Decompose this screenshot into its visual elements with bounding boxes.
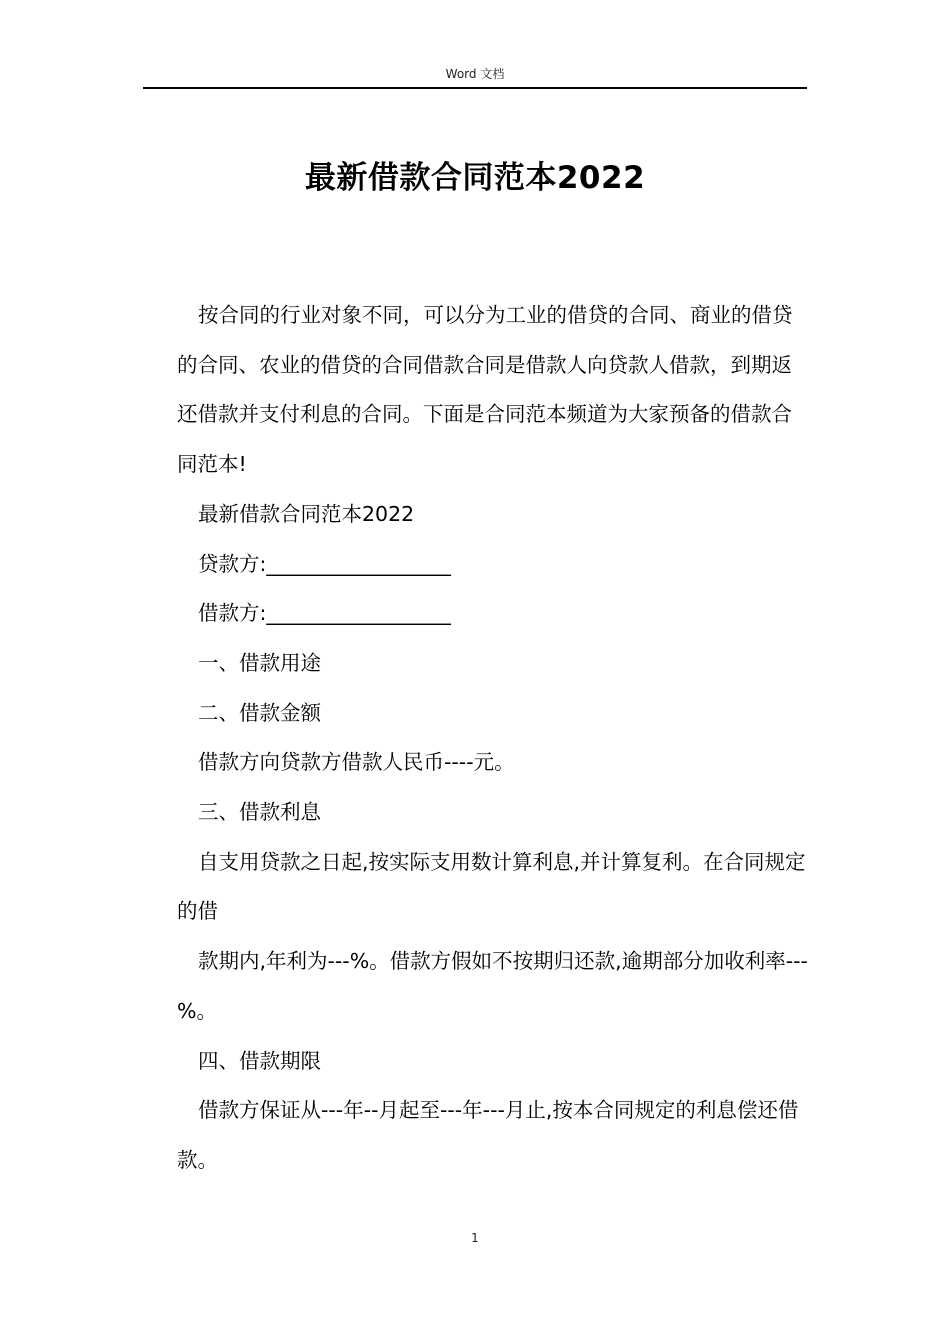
section-heading-interest: 三、借款利息 (198, 800, 321, 825)
document-title: 最新借款合同范本2022 (304, 160, 646, 196)
interest-paragraph: 自支用贷款之日起,按实际支用数计算利息,并计算复利。在合同规定的借 (177, 849, 806, 924)
page-number: 1 (471, 1231, 479, 1245)
page-header: Word 文档 (445, 67, 505, 81)
interest-rate-paragraph: 款期内,年利为---%。借款方假如不按期归还款,逾期部分加收利率---%。 (177, 949, 808, 1023)
borrower-line: 借款方:__________________ (198, 601, 451, 626)
section-heading-amount: 二、借款金额 (198, 700, 321, 725)
section-heading-purpose: 一、借款用途 (198, 650, 321, 675)
intro-paragraph: 按合同的行业对象不同，可以分为工业的借贷的合同、商业的借贷的合同、农业的借贷的合同借款合同是借款人向贷款人借款，到期返还借款并支付利息的合同。下面是合同范本频道为大家预备的借款合同范本! (177, 303, 793, 477)
contract-heading: 最新借款合同范本2022 (198, 501, 415, 526)
term-paragraph: 借款方保证从---年--月起至---年---月止,按本合同规定的利息偿还借款。 (177, 1098, 799, 1172)
section-heading-term: 四、借款期限 (198, 1048, 321, 1073)
lender-line: 贷款方:__________________ (198, 551, 451, 576)
header-divider (143, 87, 807, 89)
amount-paragraph: 借款方向贷款方借款人民币----元。 (198, 750, 515, 775)
document-body (177, 291, 811, 1186)
